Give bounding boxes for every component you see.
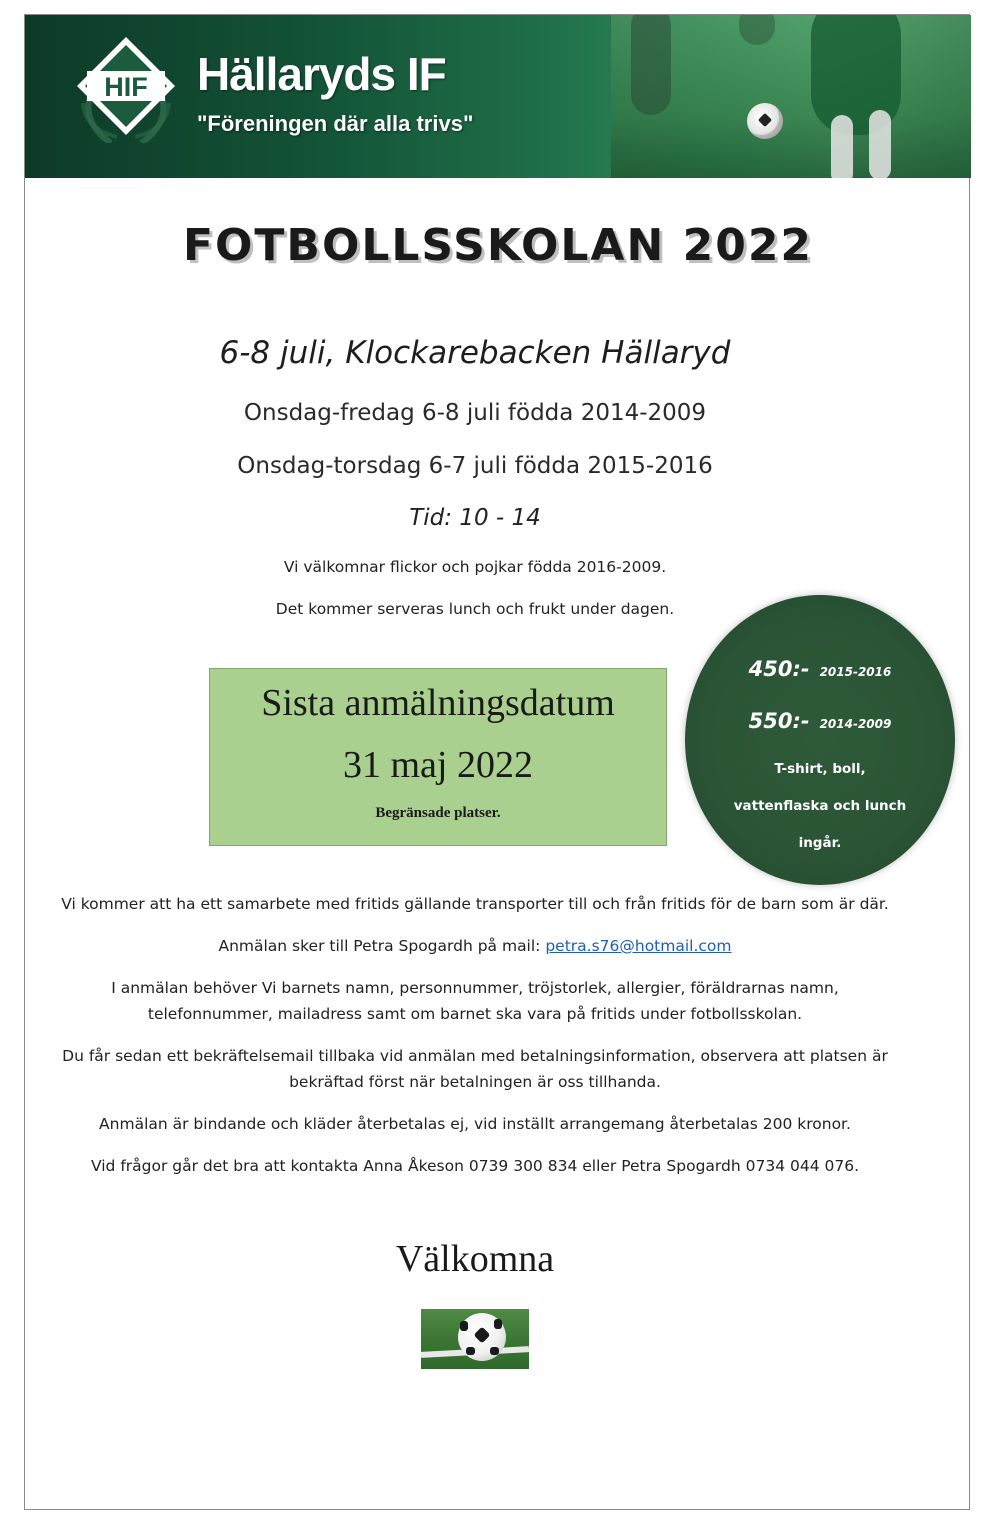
price-row-2 xyxy=(685,709,955,733)
confirmation-line-1: Du får sedan ett bekräftelsemail tillbaka vid anmälan med betalningsinformation, observera att platsen är xyxy=(62,1047,888,1065)
confirmation-line-2: bekräftad först när betalningen är oss tillhanda. xyxy=(289,1073,661,1091)
banner-football-photo xyxy=(611,15,971,178)
banner-ball-icon xyxy=(747,103,783,139)
price-value: 450:- xyxy=(748,657,810,681)
deadline-date: 31 maj 2022 xyxy=(343,744,533,786)
club-name: Hällaryds IF xyxy=(197,48,446,100)
event-location-heading: 6-8 juli, Klockarebacken Hällaryd xyxy=(219,335,731,371)
club-logo-icon xyxy=(71,33,181,143)
schedule-line-1: Onsdag-fredag 6-8 juli födda 2014-2009 xyxy=(243,400,707,426)
signup-prefix: Anmälan sker till Petra Spogardh på mail: xyxy=(218,937,546,955)
club-banner xyxy=(25,15,971,178)
required-info-text xyxy=(25,975,925,1027)
included-line: vattenflaska och lunch xyxy=(733,798,907,814)
club-motto: "Föreningen där alla trivs" xyxy=(197,111,474,136)
price-circle xyxy=(685,595,955,885)
signup-email-link[interactable]: petra.s76@hotmail.com xyxy=(545,937,732,955)
price-years: 2014-2009 xyxy=(819,717,892,731)
price-years: 2015-2016 xyxy=(819,665,892,679)
included-items xyxy=(705,751,935,862)
transport-text: Vi kommer att ha ett samarbete med fritids gällande transporter till och från fritids för de barn som är där. xyxy=(61,895,889,913)
football-icon xyxy=(421,1309,529,1369)
deadline-note: Begränsade platser. xyxy=(375,805,501,821)
contact-text: Vid frågor går det bra att kontakta Anna Åkeson 0739 300 834 eller Petra Spogardh 0734 044 076. xyxy=(90,1157,860,1175)
page-title: FOTBOLLSSKOLAN 2022 xyxy=(182,220,814,271)
required-info-line-1: I anmälan behöver Vi barnets namn, personnummer, tröjstorlek, allergier, föräldrarnas namn, xyxy=(111,979,839,997)
logo-text: HIF xyxy=(104,72,148,102)
deadline-title: Sista anmälningsdatum xyxy=(261,682,615,724)
included-line: T-shirt, boll, xyxy=(774,761,866,777)
lunch-info-text: Det kommer serveras lunch och frukt under dagen. xyxy=(275,600,675,618)
signup-text xyxy=(25,933,925,959)
included-line: ingår. xyxy=(798,835,842,851)
price-row-1 xyxy=(685,657,955,681)
time-text: Tid: 10 - 14 xyxy=(409,505,541,531)
closing-text: Välkomna xyxy=(395,1238,555,1280)
confirmation-text xyxy=(25,1043,925,1095)
schedule-line-2: Onsdag-torsdag 6-7 juli födda 2015-2016 xyxy=(237,453,713,479)
welcome-info-text: Vi välkomnar flickor och pojkar födda 2016-2009. xyxy=(283,558,667,576)
price-value: 550:- xyxy=(748,709,810,733)
binding-text: Anmälan är bindande och kläder återbetalas ej, vid inställt arrangemang återbetalas 200 kronor. xyxy=(99,1115,851,1133)
deadline-box xyxy=(209,668,667,846)
required-info-line-2: telefonnummer, mailadress samt om barnet ska vara på fritids under fotbollsskolan. xyxy=(147,1005,803,1023)
flyer-page xyxy=(24,14,970,1510)
